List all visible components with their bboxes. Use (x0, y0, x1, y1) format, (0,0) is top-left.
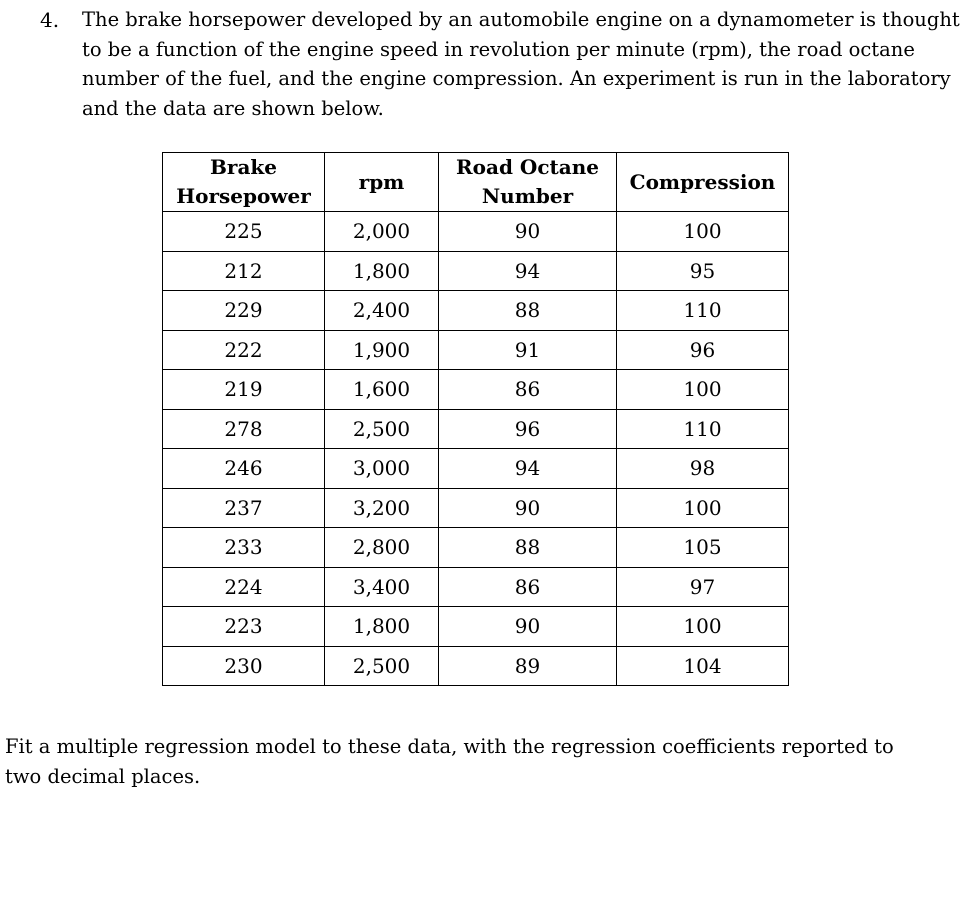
cell-brake-horsepower: 278 (163, 409, 325, 449)
header-brake-horsepower-line2: Horsepower (176, 184, 311, 208)
table-row (163, 330, 789, 370)
cell-rpm: 1,800 (325, 607, 439, 647)
cell-rpm: 3,200 (325, 488, 439, 528)
cell-compression: 105 (617, 528, 789, 568)
instruction-text: Fit a multiple regression model to these data, with the regression coefficients reported to two decimal places. (5, 735, 894, 788)
cell-rpm: 2,400 (325, 291, 439, 331)
table-row (163, 409, 789, 449)
header-brake-horsepower (163, 153, 325, 212)
cell-octane: 90 (439, 212, 617, 252)
cell-octane: 89 (439, 646, 617, 686)
cell-brake-horsepower: 246 (163, 449, 325, 489)
cell-octane: 94 (439, 251, 617, 291)
problem-text: The brake horsepower developed by an automobile engine on a dynamometer is thought to be a function of the engine speed in revolution per minute (rpm), the road octane number of the fuel, and the engine compression. An experiment is run in the laboratory and the data are shown below. (82, 8, 960, 120)
cell-compression: 110 (617, 409, 789, 449)
table-row (163, 528, 789, 568)
cell-rpm: 1,600 (325, 370, 439, 410)
cell-compression: 100 (617, 370, 789, 410)
cell-octane: 94 (439, 449, 617, 489)
cell-compression: 96 (617, 330, 789, 370)
cell-rpm: 2,500 (325, 646, 439, 686)
cell-rpm: 1,900 (325, 330, 439, 370)
table-row (163, 488, 789, 528)
cell-brake-horsepower: 222 (163, 330, 325, 370)
cell-octane: 90 (439, 488, 617, 528)
cell-rpm: 2,800 (325, 528, 439, 568)
cell-octane: 91 (439, 330, 617, 370)
cell-brake-horsepower: 229 (163, 291, 325, 331)
cell-rpm: 3,000 (325, 449, 439, 489)
cell-brake-horsepower: 212 (163, 251, 325, 291)
table-row (163, 449, 789, 489)
table-row (163, 646, 789, 686)
cell-compression: 104 (617, 646, 789, 686)
problem-number: 4. (40, 8, 60, 32)
cell-rpm: 2,500 (325, 409, 439, 449)
table-row (163, 370, 789, 410)
header-road-octane-number (439, 153, 617, 212)
cell-compression: 100 (617, 607, 789, 647)
header-brake-horsepower-line1: Brake (210, 155, 277, 179)
cell-compression: 100 (617, 488, 789, 528)
cell-compression: 97 (617, 567, 789, 607)
cell-brake-horsepower: 233 (163, 528, 325, 568)
header-compression: Compression (617, 153, 789, 212)
cell-brake-horsepower: 223 (163, 607, 325, 647)
cell-brake-horsepower: 225 (163, 212, 325, 252)
cell-octane: 86 (439, 567, 617, 607)
table-row (163, 567, 789, 607)
table-row (163, 251, 789, 291)
table-row (163, 607, 789, 647)
cell-octane: 90 (439, 607, 617, 647)
cell-rpm: 1,800 (325, 251, 439, 291)
data-table (162, 152, 789, 686)
cell-brake-horsepower: 224 (163, 567, 325, 607)
cell-octane: 96 (439, 409, 617, 449)
table-row (163, 291, 789, 331)
cell-brake-horsepower: 237 (163, 488, 325, 528)
cell-compression: 95 (617, 251, 789, 291)
header-octane-line2: Number (481, 184, 574, 208)
header-rpm: rpm (325, 153, 439, 212)
cell-compression: 100 (617, 212, 789, 252)
cell-brake-horsepower: 219 (163, 370, 325, 410)
cell-octane: 86 (439, 370, 617, 410)
cell-compression: 110 (617, 291, 789, 331)
cell-rpm: 2,000 (325, 212, 439, 252)
cell-compression: 98 (617, 449, 789, 489)
header-octane-line1: Road Octane (456, 155, 599, 179)
table-row (163, 212, 789, 252)
cell-octane: 88 (439, 528, 617, 568)
cell-rpm: 3,400 (325, 567, 439, 607)
table-header-row (163, 153, 789, 212)
cell-octane: 88 (439, 291, 617, 331)
cell-brake-horsepower: 230 (163, 646, 325, 686)
